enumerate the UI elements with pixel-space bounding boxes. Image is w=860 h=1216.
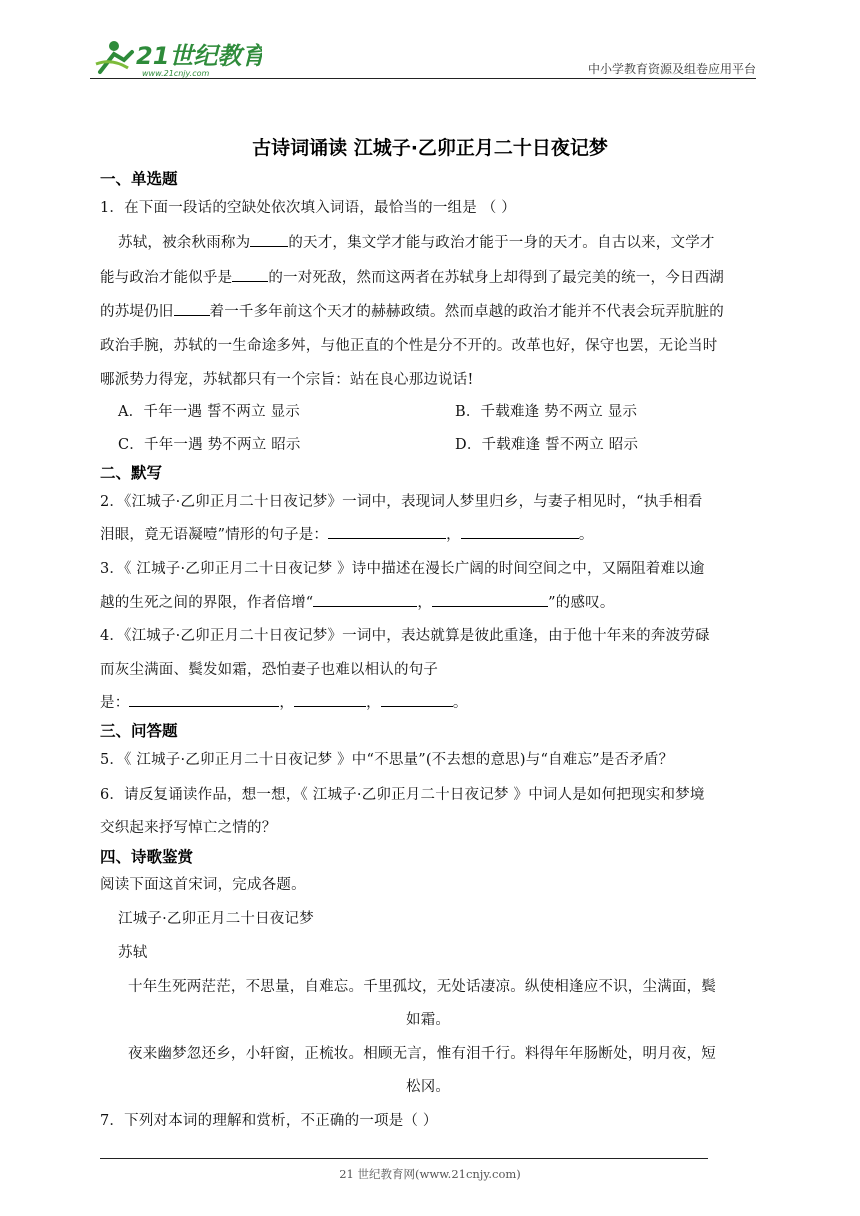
q4-line-3: 是： ， ， 。 (100, 691, 468, 712)
q2-blank-1 (328, 524, 446, 539)
q3-blank-2 (432, 592, 548, 607)
section-heading-3: 三、问答题 (100, 722, 178, 740)
q4-line-2: 而灰尘满面、鬓发如霜，恐怕妻子也难以相认的句子 (100, 662, 439, 678)
q1-option-a: A．千年一遇 誓不两立 显示 (118, 404, 300, 420)
poem-stanza-2-line-2: 松冈。 (406, 1079, 451, 1095)
footer-text: 21 世纪教育网(www.21cnjy.com) (339, 1167, 521, 1181)
q1-option-b: B．千载难逢 势不两立 显示 (455, 404, 638, 420)
section-heading-1: 一、单选题 (100, 170, 178, 188)
header-divider (90, 78, 756, 79)
poem-title: 江城子·乙卯正月二十日夜记梦 (118, 911, 314, 927)
q4-blank-2 (294, 692, 366, 707)
q4-blank-3 (381, 692, 453, 707)
q3-blank-1 (313, 592, 417, 607)
q6-line-2: 交织起来抒写悼亡之情的？ (100, 820, 277, 836)
poem-stanza-2-line-1: 夜来幽梦忽还乡，小轩窗，正梳妆。相顾无言，惟有泪千行。料得年年肠断处，明月夜，短 (128, 1046, 716, 1062)
q1-passage-line-3: 的苏堤仍旧 着一千多年前这个天才的赫赫政绩。然而卓越的政治才能并不代表会玩弄肮脏的 (100, 300, 724, 321)
poem-stanza-1-line-1: 十年生死两茫茫，不思量，自难忘。千里孤坟，无处话凄凉。纵使相逢应不识，尘满面，鬓 (128, 979, 716, 995)
q1-stem: 1．在下面一段话的空缺处依次填入词语，最恰当的一组是 （ ） (100, 200, 516, 216)
site-logo (92, 34, 262, 80)
q1-passage-line-1: 苏轼，被余秋雨称为 的天才，集文学才能与政治才能于一身的天才。自古以来，文学才 (118, 231, 715, 252)
q1-passage-line-2: 能与政治才能似乎是 的一对死敌，然而这两者在苏轼身上却得到了最完美的统一，今日西湖 (100, 266, 724, 287)
q4-blank-1 (129, 692, 279, 707)
q1-blank-1 (250, 232, 288, 247)
q3-line-2: 越的生死之间的界限，作者倍增“ ， ”的感叹。 (100, 591, 615, 612)
logo-text: 21世纪教育 (136, 42, 262, 70)
q1-passage-line-5: 哪派势力得宠，苏轼都只有一个宗旨：站在良心那边说话! (100, 372, 474, 388)
q2-line-2: 泪眼，竟无语凝噎”情形的句子是： ， 。 (100, 523, 594, 544)
poem-intro: 阅读下面这首宋词，完成各题。 (100, 877, 306, 893)
section-heading-2: 二、默写 (100, 464, 163, 482)
q7-stem: 7．下列对本词的理解和赏析，不正确的一项是（ ） (100, 1113, 438, 1129)
page-title: 古诗词诵读 江城子·乙卯正月二十日夜记梦 (252, 137, 608, 159)
poem-stanza-1-line-2: 如霜。 (406, 1012, 451, 1028)
q1-option-d: D．千载难逢 誓不两立 昭示 (455, 437, 639, 453)
q3-line-1: 3．《 江城子·乙卯正月二十日夜记梦 》诗中描述在漫长广阔的时间空间之中，又隔阻着难以逾 (100, 561, 705, 577)
q1-option-c: C．千年一遇 势不两立 昭示 (118, 437, 301, 453)
logo-url: www.21cnjy.com (142, 69, 210, 78)
q1-blank-3 (174, 301, 210, 316)
q1-passage-line-4: 政治手腕，苏轼的一生命途多舛，与他正直的个性是分不开的。改革也好，保守也罢，无论当时 (100, 338, 718, 354)
q1-blank-2 (232, 267, 268, 282)
poem-author: 苏轼 (118, 945, 148, 961)
footer-divider (100, 1158, 708, 1159)
q2-line-1: 2．《江城子·乙卯正月二十日夜记梦》一词中，表现词人梦里归乡，与妻子相见时，“执手相看 (100, 494, 703, 510)
q4-line-1: 4．《江城子·乙卯正月二十日夜记梦》一词中，表达就算是彼此重逢，由于他十年来的奔波劳碌 (100, 628, 710, 644)
q5-text: 5．《 江城子·乙卯正月二十日夜记梦 》中“不思量”(不去想的意思)与“自难忘”是否矛盾？ (100, 752, 674, 768)
q2-blank-2 (461, 524, 579, 539)
q6-line-1: 6．请反复诵读作品，想一想，《 江城子·乙卯正月二十日夜记梦 》中词人是如何把现实和梦境 (100, 787, 705, 803)
section-heading-4: 四、诗歌鉴赏 (100, 848, 194, 866)
platform-label: 中小学教育资源及组卷应用平台 (587, 62, 756, 76)
